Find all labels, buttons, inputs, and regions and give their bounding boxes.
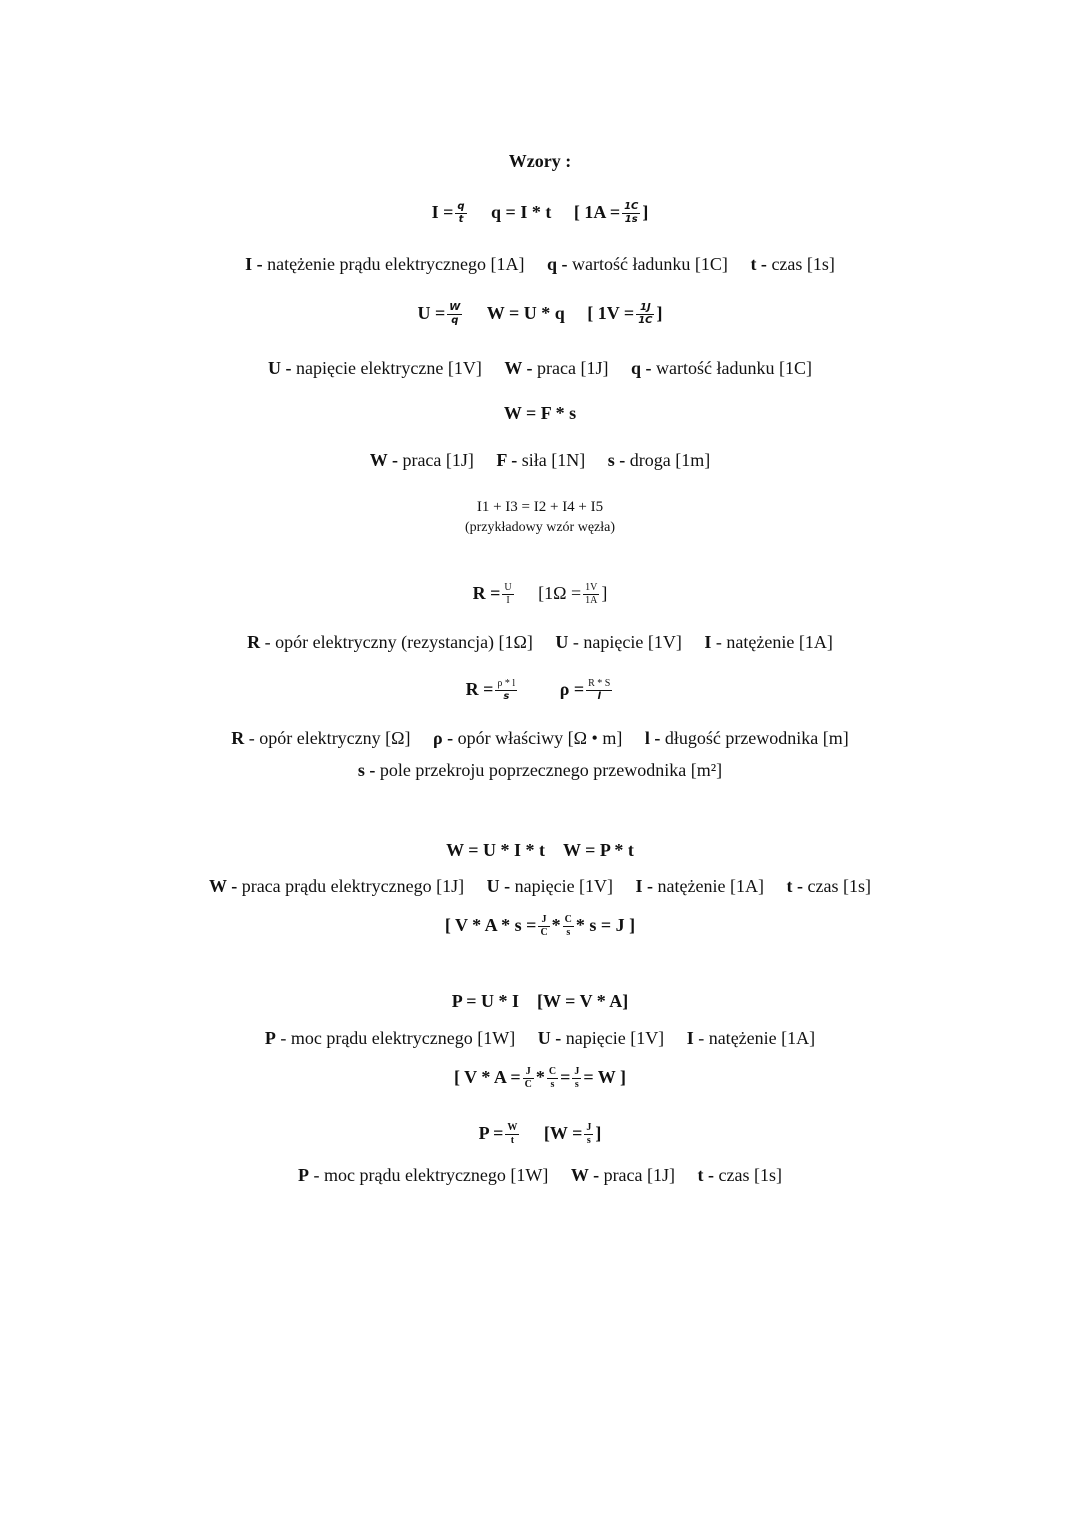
unit-open: [ 1A = <box>573 202 621 222</box>
symbol-desc: - napięcie [1V] <box>572 632 682 652</box>
fraction-numerator: W <box>507 1122 518 1134</box>
symbol-desc: praca [1J] <box>402 450 474 470</box>
symbol-desc: opór właściwy [Ω • m] <box>457 728 623 748</box>
symbol-desc: natężenie [1A] <box>657 876 764 896</box>
fraction-denominator: 1A <box>585 595 598 607</box>
fraction-denominator: t <box>458 214 464 226</box>
fraction-denominator: t <box>510 1135 515 1147</box>
unit-close: ] <box>656 303 663 323</box>
symbol: W - <box>504 358 533 378</box>
symbol-desc: - natężenie [1A] <box>715 632 833 652</box>
symbol: I <box>686 1028 694 1048</box>
symbol: U - <box>267 358 292 378</box>
fraction <box>622 202 640 225</box>
fraction-numerator: C <box>564 914 572 926</box>
formula-charge: q = I * t <box>491 202 552 222</box>
fraction-numerator: 1C <box>624 201 639 213</box>
unit-open: [ V * A = <box>454 1067 521 1087</box>
formula-lhs: ρ = <box>559 679 585 699</box>
fraction <box>584 1123 593 1146</box>
fraction <box>572 1067 581 1090</box>
fraction-numerator: J <box>586 1122 592 1134</box>
fraction <box>583 583 599 606</box>
symbol-desc: napięcie [1V] <box>514 876 614 896</box>
fraction <box>538 915 549 938</box>
fraction-numerator: C <box>548 1066 557 1078</box>
formula-work: W = U * q <box>486 303 565 323</box>
symbol: R <box>247 632 261 652</box>
formula-text: W = F * s <box>503 403 577 423</box>
fraction <box>495 679 517 702</box>
symbol-desc: czas [1s] <box>807 876 871 896</box>
symbol: l - <box>644 728 661 748</box>
symbol-desc: praca [1J] <box>537 358 609 378</box>
fraction-denominator: l <box>597 691 601 703</box>
description-resistivity-2 <box>0 759 1080 781</box>
symbol-desc: napięcie [1V] <box>565 1028 665 1048</box>
unit-close: ] <box>601 583 608 603</box>
symbol-desc: - moc prądu elektrycznego [1W] <box>313 1165 549 1185</box>
symbol: ρ - <box>433 728 454 748</box>
unit-text: [W = V * A] <box>536 991 629 1011</box>
symbol-desc: wartość ładunku [1C] <box>571 254 728 274</box>
fraction <box>636 303 654 326</box>
description-resistivity <box>0 727 1080 749</box>
symbol: P <box>264 1028 276 1048</box>
unit-close: = W ] <box>583 1067 626 1087</box>
note-text: (przykładowy wzór węzła) <box>464 520 616 535</box>
formula-kirchhoff <box>0 496 1080 518</box>
fraction <box>586 679 612 702</box>
fraction-denominator: C <box>540 927 548 939</box>
symbol: W - <box>570 1165 600 1185</box>
formula-lhs: R = <box>465 679 494 699</box>
fraction-denominator: s <box>566 927 571 939</box>
fraction-numerator: ρ * l <box>497 678 516 690</box>
symbol-desc: wartość ładunku [1C] <box>656 358 812 378</box>
formula-lhs: R = <box>472 583 501 603</box>
fraction <box>455 202 466 225</box>
fraction-denominator: s <box>574 1079 579 1091</box>
formula-lhs: P = <box>478 1123 504 1143</box>
fraction-numerator: q <box>457 201 465 213</box>
description-power <box>0 1027 1080 1049</box>
symbol: s - <box>607 450 626 470</box>
symbol-desc: pole przekroju poprzecznego przewodnika [m²] <box>379 760 723 780</box>
symbol: t - <box>786 876 803 896</box>
operator: * <box>551 915 561 935</box>
fraction-numerator: J <box>538 915 549 927</box>
symbol: I - <box>245 254 263 274</box>
symbol: s - <box>357 760 376 780</box>
fraction-numerator: W <box>449 302 461 314</box>
description-current <box>0 253 1080 275</box>
symbol-desc: - moc prądu elektrycznego [1W] <box>280 1028 516 1048</box>
title-text: Wzory : <box>508 151 572 171</box>
symbol: t - <box>750 254 767 274</box>
description-resistance <box>0 631 1080 653</box>
formula-mechanical-work <box>0 402 1080 424</box>
symbol: R <box>231 728 245 748</box>
symbol-desc: czas [1s] <box>771 254 835 274</box>
formula-lhs: U = <box>417 303 446 323</box>
symbol-desc: - opór elektryczny (rezystancja) [1Ω] <box>264 632 533 652</box>
operator: * <box>535 1067 545 1087</box>
symbol-desc: praca [1J] <box>603 1165 676 1185</box>
operator: = <box>560 1067 571 1087</box>
fraction-denominator: s <box>586 1135 591 1147</box>
fraction <box>547 1067 558 1090</box>
formula-lhs: I = <box>431 202 454 222</box>
kirchhoff-note <box>0 517 1080 539</box>
symbol-desc: - natężenie [1A] <box>698 1028 816 1048</box>
description-mechanical-work <box>0 449 1080 471</box>
formula-text: P = U * I <box>451 991 519 1011</box>
unit-open: [ 1V = <box>587 303 635 323</box>
formula-text: W = U * I * t <box>446 840 545 860</box>
unit-close: ] <box>642 202 649 222</box>
formula-power-work <box>0 1122 1080 1146</box>
description-power-work <box>0 1164 1080 1186</box>
fraction-numerator: J <box>523 1067 534 1079</box>
fraction-numerator: R * S <box>588 678 611 690</box>
formula-resistance <box>0 582 1080 606</box>
symbol: U - <box>537 1028 562 1048</box>
formula-text: I1 + I3 = I2 + I4 + I5 <box>476 499 604 515</box>
fraction <box>523 1067 534 1090</box>
fraction-denominator: I <box>506 595 510 607</box>
symbol: W - <box>369 450 398 470</box>
fraction-denominator: 1s <box>624 214 638 226</box>
fraction-numerator: J <box>574 1066 580 1078</box>
symbol-desc: droga [1m] <box>629 450 711 470</box>
symbol: I - <box>635 876 654 896</box>
symbol-desc: - opór elektryczny [Ω] <box>248 728 411 748</box>
fraction-numerator: U <box>504 582 512 594</box>
symbol-desc: długość przewodnika [m] <box>664 728 849 748</box>
fraction-denominator: q <box>451 315 459 327</box>
symbol: I <box>704 632 712 652</box>
symbol: U <box>555 632 569 652</box>
fraction <box>563 915 574 938</box>
fraction <box>447 303 462 326</box>
formula-current <box>0 201 1080 225</box>
description-electric-work <box>0 875 1080 897</box>
fraction-numerator: 1J <box>636 303 654 315</box>
symbol: P <box>298 1165 309 1185</box>
unit-open: [W = <box>543 1123 583 1143</box>
symbol-desc: siła [1N] <box>521 450 586 470</box>
unit-open: [ V * A * s = <box>444 915 537 935</box>
fraction-denominator: s <box>503 691 510 703</box>
unit-derivation-watt <box>0 1066 1080 1090</box>
formula-resistivity <box>0 678 1080 702</box>
fraction-denominator: 1C <box>638 315 653 327</box>
symbol-desc: praca prądu elektrycznego [1J] <box>241 876 465 896</box>
fraction-denominator: C <box>524 1079 532 1091</box>
unit-close: ] <box>595 1123 602 1143</box>
description-voltage <box>0 357 1080 379</box>
unit-close: * s = J ] <box>575 915 636 935</box>
symbol: q - <box>631 358 652 378</box>
unit-derivation-joule <box>0 914 1080 938</box>
symbol: U - <box>486 876 511 896</box>
unit-open: [1Ω = <box>538 583 582 603</box>
symbol-desc: natężenie prądu elektrycznego [1A] <box>267 254 525 274</box>
page-title <box>0 150 1080 172</box>
fraction <box>502 583 513 606</box>
symbol: W - <box>209 876 238 896</box>
symbol-desc: napięcie elektryczne [1V] <box>295 358 482 378</box>
fraction-denominator: s <box>550 1079 555 1091</box>
symbol: F - <box>496 450 518 470</box>
symbol: q - <box>546 254 568 274</box>
formula-electric-work <box>0 839 1080 861</box>
fraction <box>505 1123 519 1146</box>
symbol: t - <box>697 1165 715 1185</box>
formula-text: W = P * t <box>563 840 634 860</box>
fraction-numerator: 1V <box>585 582 598 594</box>
formula-voltage <box>0 302 1080 326</box>
symbol-desc: czas [1s] <box>718 1165 782 1185</box>
formula-power <box>0 990 1080 1012</box>
